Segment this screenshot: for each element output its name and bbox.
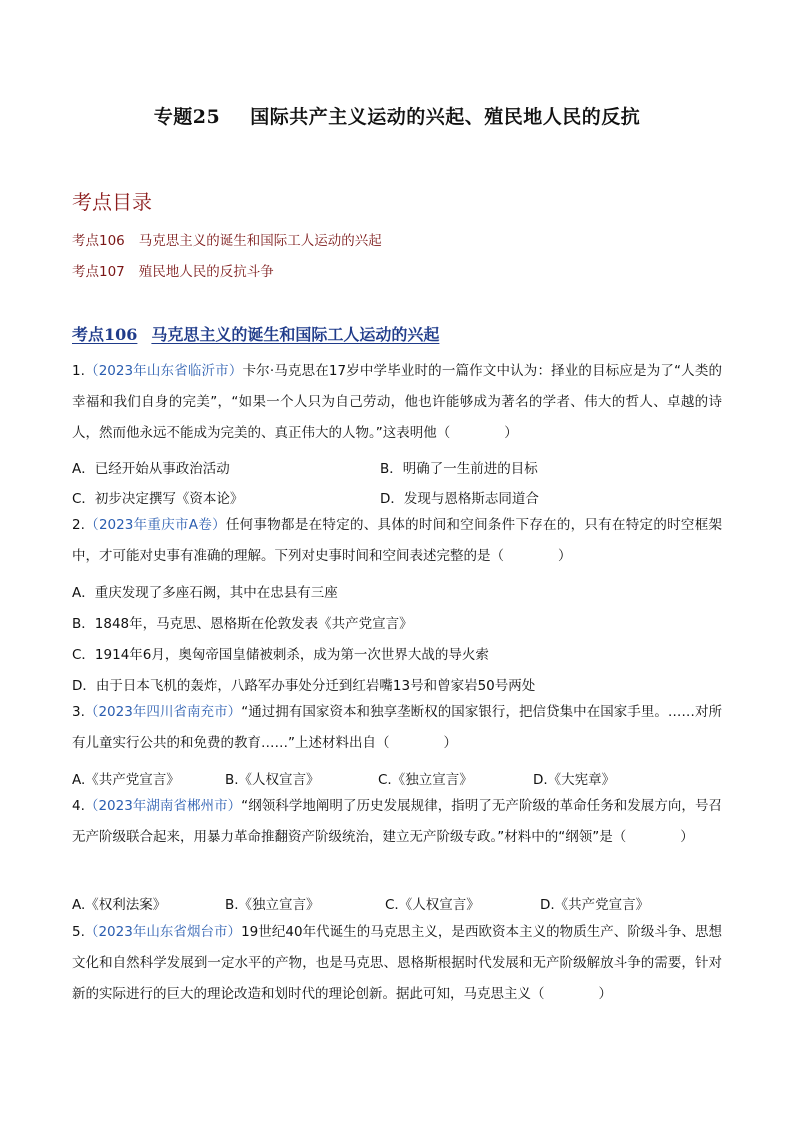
- question-source: （2023年重庆市A卷）: [84, 517, 226, 533]
- question-5: [72, 917, 722, 1010]
- question-source: （2023年山东省烟台市）: [84, 924, 242, 940]
- option-2b: B．1848年，马克思、恩格斯在伦敦发表《共产党宣言》: [72, 616, 413, 632]
- option-4b: B.《独立宣言》: [225, 897, 320, 913]
- toc-heading: 考点目录: [72, 190, 152, 214]
- question-source: （2023年山东省临沂市）: [84, 363, 243, 379]
- question-stem: 任何事物都是在特定的、具体的时间和空间条件下存在的，只有在特定的时空框架中，才可能对史事有准确的理解。下列对史事时间和空间表述完整的是（ ）: [72, 517, 722, 564]
- question-number: 2.: [72, 517, 85, 533]
- toc-item-label: 马克思主义的诞生和国际工人运动的兴起: [138, 233, 382, 249]
- toc-item-106[interactable]: [72, 229, 382, 249]
- question-source: （2023年四川省南充市）: [84, 704, 242, 720]
- section-heading: [72, 322, 439, 345]
- option-4a: A.《权利法案》: [72, 897, 167, 913]
- page-title: [0, 102, 794, 129]
- toc-item-code: 考点106: [72, 233, 125, 249]
- option-2a: A．重庆发现了多座石阙，其中在忠县有三座: [72, 585, 338, 601]
- section-label: 马克思主义的诞生和国际工人运动的兴起: [151, 325, 440, 344]
- question-source: （2023年湖南省郴州市）: [84, 798, 242, 814]
- option-1c: C．初步决定撰写《资本论》: [72, 491, 244, 507]
- option-3d: D.《大宪章》: [533, 772, 616, 788]
- question-4: [72, 791, 722, 853]
- option-3b: B.《人权宣言》: [225, 772, 320, 788]
- question-3: [72, 697, 722, 759]
- question-stem: 卡尔·马克思在17岁中学毕业时的一篇作文中认为：择业的目标应是为了“人类的幸福和我们自身的完美”，“如果一个人只为自己劳动，他也许能够成为著名的学者、伟大的哲人、卓越的诗人，然而他永远不能成为完美的、真正伟大的人物。”这表明他（ ）: [72, 363, 723, 441]
- question-2: [72, 510, 722, 572]
- option-3c: C.《独立宣言》: [378, 772, 473, 788]
- option-4d: D.《共产党宣言》: [540, 897, 650, 913]
- option-1d: D．发现与恩格斯志同道合: [380, 491, 539, 507]
- option-2d: D．由于日本飞机的轰炸，八路军办事处分迁到红岩嘴13号和曾家岩50号两处: [72, 678, 536, 694]
- question-stem: “纲领科学地阐明了历史发展规律，指明了无产阶级的革命任务和发展方向，号召无产阶级联合起来，用暴力革命推翻资产阶级统治，建立无产阶级专政。”材料中的“纲领”是（ ）: [72, 798, 722, 845]
- option-4c: C.《人权宣言》: [385, 897, 480, 913]
- option-1a: A．已经开始从事政治活动: [72, 461, 230, 477]
- question-stem: “通过拥有国家资本和独享垄断权的国家银行，把信贷集中在国家手里。……对所有儿童实行公共的和免费的教育……”上述材料出自（ ）: [72, 704, 723, 751]
- question-1: [72, 356, 722, 449]
- option-3a: A.《共产党宣言》: [72, 772, 180, 788]
- question-number: 4.: [72, 798, 85, 814]
- title-number: 专题25: [153, 106, 221, 128]
- option-1b: B．明确了一生前进的目标: [380, 461, 538, 477]
- question-number: 3.: [72, 704, 85, 720]
- section-code: 考点106: [72, 325, 138, 344]
- title-text: 国际共产主义运动的兴起、殖民地人民的反抗: [250, 106, 641, 128]
- toc-item-107[interactable]: [72, 260, 274, 280]
- toc-item-code: 考点107: [72, 264, 125, 280]
- toc-item-label: 殖民地人民的反抗斗争: [138, 264, 274, 280]
- question-number: 1.: [72, 363, 85, 379]
- question-number: 5.: [72, 924, 85, 940]
- question-stem: 19世纪40年代诞生的马克思主义，是西欧资本主义的物质生产、阶级斗争、思想文化和自然科学发展到一定水平的产物，也是马克思、恩格斯根据时代发展和无产阶级解放斗争的需要，针对新的实际进行的巨大的理论改造和划时代的理论创新。据此可知，马克思主义（ ）: [72, 924, 722, 1002]
- option-2c: C．1914年6月，奥匈帝国皇储被刺杀，成为第一次世界大战的导火索: [72, 647, 489, 663]
